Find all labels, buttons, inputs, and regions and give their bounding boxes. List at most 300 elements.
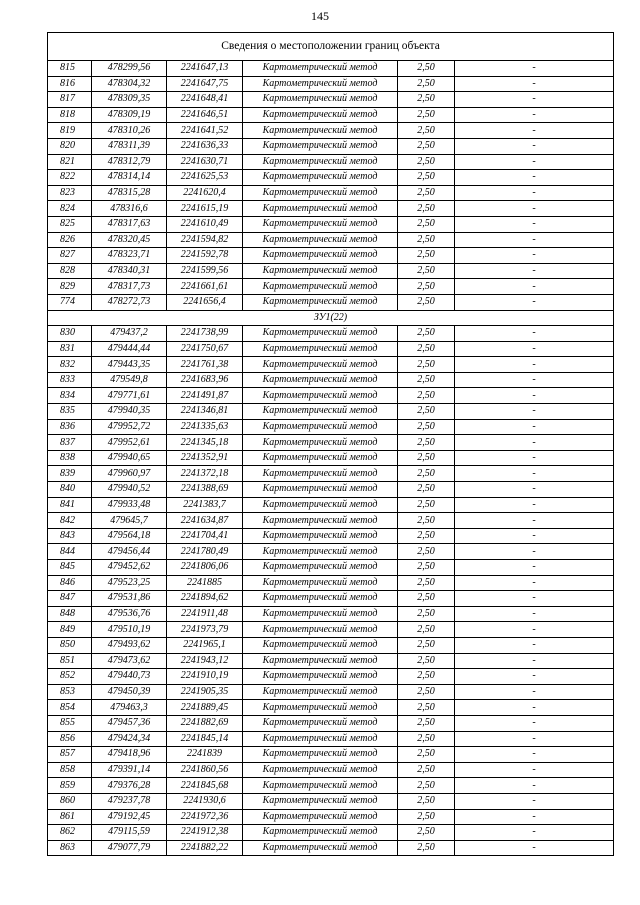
point-number-cell: 829: [48, 279, 92, 295]
x-coordinate-cell: 479523,25: [92, 575, 167, 591]
note-cell: -: [455, 497, 614, 513]
point-number-cell: 823: [48, 185, 92, 201]
accuracy-cell: 2,50: [398, 201, 455, 217]
accuracy-cell: 2,50: [398, 248, 455, 264]
y-coordinate-cell: 2241882,69: [167, 715, 243, 731]
method-cell: Картометрический метод: [243, 154, 398, 170]
table-row: [48, 715, 614, 731]
method-cell: Картометрический метод: [243, 107, 398, 123]
point-number-cell: 835: [48, 404, 92, 420]
y-coordinate-cell: 2241704,41: [167, 528, 243, 544]
point-number-cell: 832: [48, 357, 92, 373]
table-row: [48, 497, 614, 513]
note-cell: -: [455, 248, 614, 264]
y-coordinate-cell: 2241636,33: [167, 138, 243, 154]
point-number-cell: 817: [48, 92, 92, 108]
y-coordinate-cell: 2241761,38: [167, 357, 243, 373]
y-coordinate-cell: 2241335,63: [167, 419, 243, 435]
method-cell: Картометрический метод: [243, 513, 398, 529]
x-coordinate-cell: 479115,59: [92, 825, 167, 841]
accuracy-cell: 2,50: [398, 637, 455, 653]
y-coordinate-cell: 2241973,79: [167, 622, 243, 638]
point-number-cell: 846: [48, 575, 92, 591]
method-cell: Картометрический метод: [243, 404, 398, 420]
table-row: [48, 263, 614, 279]
note-cell: -: [455, 154, 614, 170]
x-coordinate-cell: 479440,73: [92, 669, 167, 685]
y-coordinate-cell: 2241615,19: [167, 201, 243, 217]
note-cell: -: [455, 435, 614, 451]
note-cell: -: [455, 747, 614, 763]
accuracy-cell: 2,50: [398, 294, 455, 310]
point-number-cell: 845: [48, 560, 92, 576]
x-coordinate-cell: 479952,72: [92, 419, 167, 435]
note-cell: -: [455, 107, 614, 123]
table-row: [48, 684, 614, 700]
accuracy-cell: 2,50: [398, 622, 455, 638]
method-cell: Картометрический метод: [243, 653, 398, 669]
accuracy-cell: 2,50: [398, 154, 455, 170]
method-cell: Картометрический метод: [243, 544, 398, 560]
x-coordinate-cell: 479457,36: [92, 715, 167, 731]
y-coordinate-cell: 2241738,99: [167, 326, 243, 342]
table-row: [48, 248, 614, 264]
point-number-cell: 854: [48, 700, 92, 716]
table-row: [48, 435, 614, 451]
method-cell: Картометрический метод: [243, 450, 398, 466]
x-coordinate-cell: 478272,73: [92, 294, 167, 310]
method-cell: Картометрический метод: [243, 185, 398, 201]
accuracy-cell: 2,50: [398, 185, 455, 201]
method-cell: Картометрический метод: [243, 294, 398, 310]
note-cell: -: [455, 560, 614, 576]
y-coordinate-cell: 2241647,13: [167, 61, 243, 77]
point-number-cell: 855: [48, 715, 92, 731]
y-coordinate-cell: 2241750,67: [167, 341, 243, 357]
accuracy-cell: 2,50: [398, 684, 455, 700]
accuracy-cell: 2,50: [398, 528, 455, 544]
method-cell: Картометрический метод: [243, 669, 398, 685]
note-cell: -: [455, 778, 614, 794]
note-cell: -: [455, 419, 614, 435]
note-cell: -: [455, 76, 614, 92]
accuracy-cell: 2,50: [398, 731, 455, 747]
method-cell: Картометрический метод: [243, 637, 398, 653]
method-cell: Картометрический метод: [243, 825, 398, 841]
y-coordinate-cell: 2241641,52: [167, 123, 243, 139]
point-number-cell: 830: [48, 326, 92, 342]
x-coordinate-cell: 479531,86: [92, 591, 167, 607]
note-cell: -: [455, 809, 614, 825]
note-cell: -: [455, 482, 614, 498]
x-coordinate-cell: 478299,56: [92, 61, 167, 77]
note-cell: -: [455, 528, 614, 544]
note-cell: -: [455, 575, 614, 591]
y-coordinate-cell: 2241634,87: [167, 513, 243, 529]
method-cell: Картометрический метод: [243, 762, 398, 778]
y-coordinate-cell: 2241905,35: [167, 684, 243, 700]
table-row: [48, 170, 614, 186]
note-cell: -: [455, 544, 614, 560]
table-row: [48, 591, 614, 607]
method-cell: Картометрический метод: [243, 92, 398, 108]
accuracy-cell: 2,50: [398, 560, 455, 576]
y-coordinate-cell: 2241620,4: [167, 185, 243, 201]
point-number-cell: 848: [48, 606, 92, 622]
note-cell: -: [455, 606, 614, 622]
accuracy-cell: 2,50: [398, 591, 455, 607]
table-row: [48, 793, 614, 809]
y-coordinate-cell: 2241625,53: [167, 170, 243, 186]
method-cell: Картометрический метод: [243, 248, 398, 264]
note-cell: -: [455, 341, 614, 357]
y-coordinate-cell: 2241647,75: [167, 76, 243, 92]
point-number-cell: 837: [48, 435, 92, 451]
y-coordinate-cell: 2241610,49: [167, 216, 243, 232]
method-cell: Картометрический метод: [243, 341, 398, 357]
y-coordinate-cell: 2241383,7: [167, 497, 243, 513]
method-cell: Картометрический метод: [243, 263, 398, 279]
y-coordinate-cell: 2241910,19: [167, 669, 243, 685]
accuracy-cell: 2,50: [398, 700, 455, 716]
point-number-cell: 840: [48, 482, 92, 498]
x-coordinate-cell: 479456,44: [92, 544, 167, 560]
note-cell: -: [455, 466, 614, 482]
point-number-cell: 842: [48, 513, 92, 529]
x-coordinate-cell: 479418,96: [92, 747, 167, 763]
x-coordinate-cell: 479493,62: [92, 637, 167, 653]
x-coordinate-cell: 478315,28: [92, 185, 167, 201]
note-cell: -: [455, 762, 614, 778]
table-row: [48, 92, 614, 108]
x-coordinate-cell: 478320,45: [92, 232, 167, 248]
method-cell: Картометрический метод: [243, 357, 398, 373]
accuracy-cell: 2,50: [398, 825, 455, 841]
table-row: [48, 388, 614, 404]
y-coordinate-cell: 2241894,62: [167, 591, 243, 607]
y-coordinate-cell: 2241845,14: [167, 731, 243, 747]
table-row: [48, 326, 614, 342]
point-number-cell: 833: [48, 372, 92, 388]
table-row: [48, 294, 614, 310]
method-cell: Картометрический метод: [243, 372, 398, 388]
accuracy-cell: 2,50: [398, 575, 455, 591]
note-cell: -: [455, 357, 614, 373]
method-cell: Картометрический метод: [243, 279, 398, 295]
accuracy-cell: 2,50: [398, 762, 455, 778]
y-coordinate-cell: 2241943,12: [167, 653, 243, 669]
accuracy-cell: 2,50: [398, 544, 455, 560]
note-cell: -: [455, 372, 614, 388]
note-cell: -: [455, 622, 614, 638]
x-coordinate-cell: 478311,39: [92, 138, 167, 154]
method-cell: Картометрический метод: [243, 61, 398, 77]
point-number-cell: 816: [48, 76, 92, 92]
y-coordinate-cell: 2241780,49: [167, 544, 243, 560]
y-coordinate-cell: 2241599,56: [167, 263, 243, 279]
point-number-cell: 824: [48, 201, 92, 217]
table-row: [48, 419, 614, 435]
x-coordinate-cell: 478316,6: [92, 201, 167, 217]
note-cell: -: [455, 201, 614, 217]
table-row: [48, 606, 614, 622]
method-cell: Картометрический метод: [243, 560, 398, 576]
accuracy-cell: 2,50: [398, 279, 455, 295]
x-coordinate-cell: 478310,26: [92, 123, 167, 139]
y-coordinate-cell: 2241592,78: [167, 248, 243, 264]
table-row: [48, 762, 614, 778]
accuracy-cell: 2,50: [398, 263, 455, 279]
method-cell: Картометрический метод: [243, 809, 398, 825]
y-coordinate-cell: 2241491,87: [167, 388, 243, 404]
note-cell: -: [455, 637, 614, 653]
x-coordinate-cell: 479437,2: [92, 326, 167, 342]
point-number-cell: 825: [48, 216, 92, 232]
x-coordinate-cell: 479933,48: [92, 497, 167, 513]
y-coordinate-cell: 2241912,38: [167, 825, 243, 841]
x-coordinate-cell: 479077,79: [92, 840, 167, 856]
accuracy-cell: 2,50: [398, 778, 455, 794]
x-coordinate-cell: 479960,97: [92, 466, 167, 482]
x-coordinate-cell: 478304,32: [92, 76, 167, 92]
method-cell: Картометрический метод: [243, 466, 398, 482]
page-number: 145: [311, 9, 329, 23]
x-coordinate-cell: 479771,61: [92, 388, 167, 404]
method-cell: Картометрический метод: [243, 435, 398, 451]
note-cell: -: [455, 715, 614, 731]
accuracy-cell: 2,50: [398, 357, 455, 373]
y-coordinate-cell: 2241388,69: [167, 482, 243, 498]
y-coordinate-cell: 2241661,61: [167, 279, 243, 295]
note-cell: -: [455, 61, 614, 77]
y-coordinate-cell: 2241889,45: [167, 700, 243, 716]
table-row: [48, 528, 614, 544]
point-number-cell: 843: [48, 528, 92, 544]
method-cell: Картометрический метод: [243, 793, 398, 809]
x-coordinate-cell: 478309,19: [92, 107, 167, 123]
point-number-cell: 856: [48, 731, 92, 747]
method-cell: Картометрический метод: [243, 326, 398, 342]
note-cell: -: [455, 684, 614, 700]
note-cell: -: [455, 700, 614, 716]
point-number-cell: 850: [48, 637, 92, 653]
boundary-table-container: [47, 32, 613, 856]
accuracy-cell: 2,50: [398, 61, 455, 77]
y-coordinate-cell: 2241630,71: [167, 154, 243, 170]
table-row: [48, 232, 614, 248]
table-row: [48, 279, 614, 295]
accuracy-cell: 2,50: [398, 793, 455, 809]
note-cell: -: [455, 840, 614, 856]
table-row: [48, 825, 614, 841]
method-cell: Картометрический метод: [243, 622, 398, 638]
x-coordinate-cell: 479424,34: [92, 731, 167, 747]
x-coordinate-cell: 478309,35: [92, 92, 167, 108]
x-coordinate-cell: 479473,62: [92, 653, 167, 669]
boundary-coordinates-table: [47, 32, 614, 856]
point-number-cell: 820: [48, 138, 92, 154]
table-row: [48, 107, 614, 123]
point-number-cell: 827: [48, 248, 92, 264]
accuracy-cell: 2,50: [398, 76, 455, 92]
accuracy-cell: 2,50: [398, 138, 455, 154]
point-number-cell: 834: [48, 388, 92, 404]
y-coordinate-cell: 2241346,81: [167, 404, 243, 420]
point-number-cell: 858: [48, 762, 92, 778]
accuracy-cell: 2,50: [398, 170, 455, 186]
note-cell: -: [455, 294, 614, 310]
accuracy-cell: 2,50: [398, 450, 455, 466]
point-number-cell: 849: [48, 622, 92, 638]
y-coordinate-cell: 2241683,96: [167, 372, 243, 388]
accuracy-cell: 2,50: [398, 482, 455, 498]
table-row: [48, 482, 614, 498]
section-label: ЗУ1(22): [48, 310, 614, 326]
accuracy-cell: 2,50: [398, 232, 455, 248]
y-coordinate-cell: 2241806,06: [167, 560, 243, 576]
accuracy-cell: 2,50: [398, 419, 455, 435]
y-coordinate-cell: 2241911,48: [167, 606, 243, 622]
x-coordinate-cell: 478312,79: [92, 154, 167, 170]
accuracy-cell: 2,50: [398, 388, 455, 404]
point-number-cell: 818: [48, 107, 92, 123]
table-row: [48, 700, 614, 716]
table-row: [48, 357, 614, 373]
note-cell: -: [455, 591, 614, 607]
note-cell: -: [455, 123, 614, 139]
table-title: Сведения о местоположении границ объекта: [48, 33, 614, 61]
note-cell: -: [455, 263, 614, 279]
x-coordinate-cell: 479237,78: [92, 793, 167, 809]
method-cell: Картометрический метод: [243, 731, 398, 747]
x-coordinate-cell: 478314,14: [92, 170, 167, 186]
accuracy-cell: 2,50: [398, 669, 455, 685]
section-row: [48, 310, 614, 326]
x-coordinate-cell: 479940,35: [92, 404, 167, 420]
table-row: [48, 450, 614, 466]
note-cell: -: [455, 138, 614, 154]
point-number-cell: 852: [48, 669, 92, 685]
y-coordinate-cell: 2241839: [167, 747, 243, 763]
method-cell: Картометрический метод: [243, 123, 398, 139]
table-row: [48, 185, 614, 201]
method-cell: Картометрический метод: [243, 232, 398, 248]
table-row: [48, 123, 614, 139]
note-cell: -: [455, 326, 614, 342]
table-row: [48, 669, 614, 685]
x-coordinate-cell: 478317,73: [92, 279, 167, 295]
note-cell: -: [455, 450, 614, 466]
table-row: [48, 404, 614, 420]
point-number-cell: 836: [48, 419, 92, 435]
accuracy-cell: 2,50: [398, 606, 455, 622]
accuracy-cell: 2,50: [398, 123, 455, 139]
y-coordinate-cell: 2241885: [167, 575, 243, 591]
y-coordinate-cell: 2241972,36: [167, 809, 243, 825]
point-number-cell: 826: [48, 232, 92, 248]
x-coordinate-cell: 479564,18: [92, 528, 167, 544]
table-row: [48, 575, 614, 591]
point-number-cell: 859: [48, 778, 92, 794]
accuracy-cell: 2,50: [398, 435, 455, 451]
method-cell: Картометрический метод: [243, 591, 398, 607]
accuracy-cell: 2,50: [398, 372, 455, 388]
accuracy-cell: 2,50: [398, 513, 455, 529]
accuracy-cell: 2,50: [398, 747, 455, 763]
x-coordinate-cell: 478323,71: [92, 248, 167, 264]
point-number-cell: 857: [48, 747, 92, 763]
point-number-cell: 861: [48, 809, 92, 825]
method-cell: Картометрический метод: [243, 419, 398, 435]
note-cell: -: [455, 404, 614, 420]
x-coordinate-cell: 479452,62: [92, 560, 167, 576]
table-row: [48, 154, 614, 170]
x-coordinate-cell: 479450,39: [92, 684, 167, 700]
note-cell: -: [455, 170, 614, 186]
point-number-cell: 839: [48, 466, 92, 482]
table-row: [48, 809, 614, 825]
note-cell: -: [455, 388, 614, 404]
x-coordinate-cell: 479536,76: [92, 606, 167, 622]
table-row: [48, 76, 614, 92]
table-row: [48, 372, 614, 388]
table-row: [48, 653, 614, 669]
method-cell: Картометрический метод: [243, 388, 398, 404]
point-number-cell: 828: [48, 263, 92, 279]
accuracy-cell: 2,50: [398, 326, 455, 342]
table-row: [48, 513, 614, 529]
point-number-cell: 774: [48, 294, 92, 310]
method-cell: Картометрический метод: [243, 138, 398, 154]
y-coordinate-cell: 2241882,22: [167, 840, 243, 856]
method-cell: Картометрический метод: [243, 482, 398, 498]
method-cell: Картометрический метод: [243, 747, 398, 763]
note-cell: -: [455, 92, 614, 108]
accuracy-cell: 2,50: [398, 840, 455, 856]
y-coordinate-cell: 2241930,6: [167, 793, 243, 809]
note-cell: -: [455, 669, 614, 685]
method-cell: Картометрический метод: [243, 700, 398, 716]
table-row: [48, 201, 614, 217]
x-coordinate-cell: 479940,52: [92, 482, 167, 498]
note-cell: -: [455, 513, 614, 529]
y-coordinate-cell: 2241965,1: [167, 637, 243, 653]
y-coordinate-cell: 2241860,56: [167, 762, 243, 778]
note-cell: -: [455, 793, 614, 809]
table-row: [48, 61, 614, 77]
point-number-cell: 863: [48, 840, 92, 856]
x-coordinate-cell: 479463,3: [92, 700, 167, 716]
note-cell: -: [455, 825, 614, 841]
y-coordinate-cell: 2241648,41: [167, 92, 243, 108]
method-cell: Картометрический метод: [243, 715, 398, 731]
x-coordinate-cell: 479952,61: [92, 435, 167, 451]
note-cell: -: [455, 279, 614, 295]
accuracy-cell: 2,50: [398, 466, 455, 482]
table-row: [48, 747, 614, 763]
table-row: [48, 637, 614, 653]
point-number-cell: 838: [48, 450, 92, 466]
note-cell: -: [455, 653, 614, 669]
table-row: [48, 544, 614, 560]
x-coordinate-cell: 479192,45: [92, 809, 167, 825]
x-coordinate-cell: 479510,19: [92, 622, 167, 638]
point-number-cell: 841: [48, 497, 92, 513]
y-coordinate-cell: 2241594,82: [167, 232, 243, 248]
accuracy-cell: 2,50: [398, 715, 455, 731]
point-number-cell: 831: [48, 341, 92, 357]
x-coordinate-cell: 479376,28: [92, 778, 167, 794]
